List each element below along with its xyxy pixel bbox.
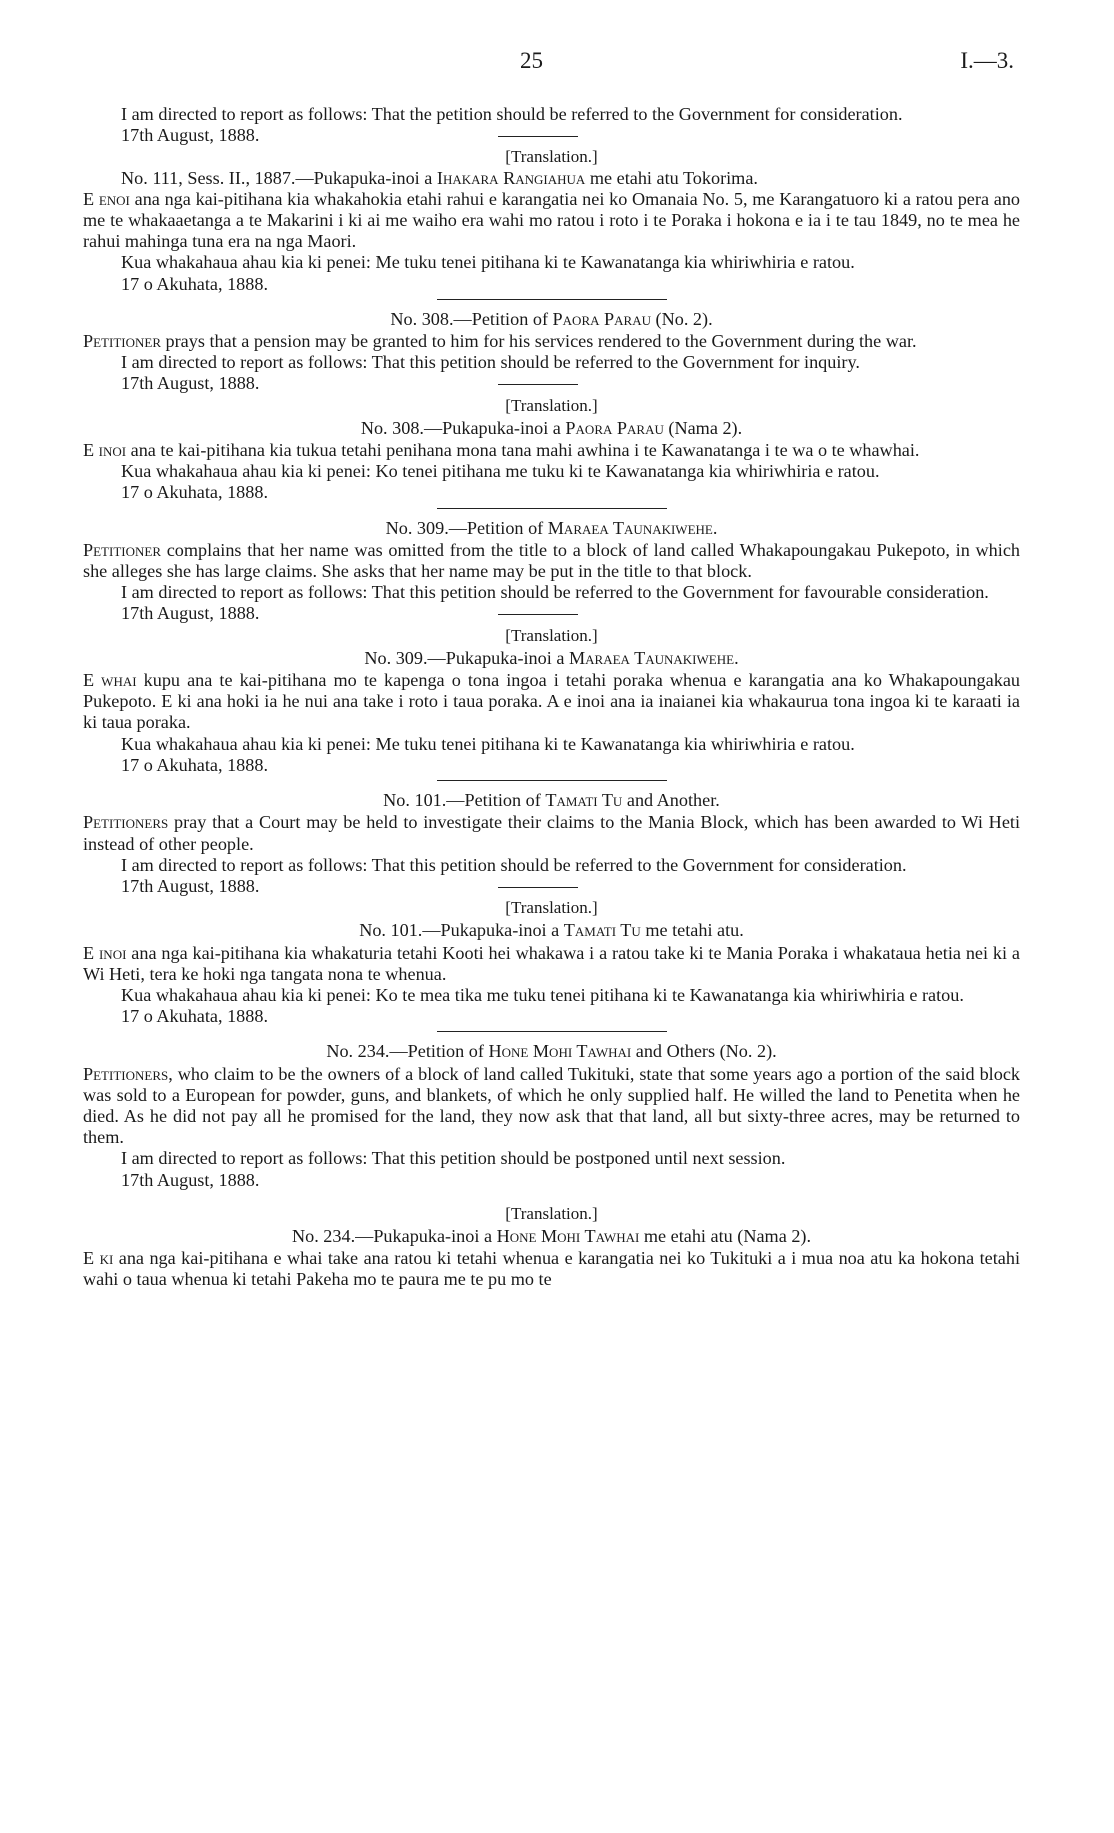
translation-report: Kua whakahaua ahau kia ki penei: Ko tenei pitihana me tuku ki te Kawanatanga kia whiriwhiria e ratou.	[121, 461, 880, 482]
report-paragraph: I am directed to report as follows: That the petition should be referred to the Government for consideration.	[121, 104, 903, 124]
petition-body: Petitioners pray that a Court may be held to investigate their claims to the Mania Block, which has been awarded to Wi Heti instead of other people.	[83, 812, 1020, 854]
document-body	[83, 104, 1020, 1291]
short-rule	[498, 384, 578, 385]
petition-section-309	[83, 518, 1020, 781]
petition-section-101	[83, 790, 1020, 1032]
petitioner-name: Maraea Taunakiwehe	[547, 517, 713, 538]
petition-body: Petitioner complains that her name was omitted from the title to a block of land called Whakapoungakau Pukepoto, in which she alleges she has large claims. She asks that her name may be put in the title to that block.	[83, 539, 1020, 582]
paper-reference: I.—3.	[960, 48, 1014, 73]
translation-date: 17 o Akuhata, 1888.	[121, 754, 269, 775]
petition-heading: No. 101.—Petition of Tamati Tu and Another.	[383, 790, 720, 811]
translation-heading: No. 101.—Pukapuka-inoi a Tamati Tu me tetahi atu.	[359, 920, 744, 941]
petitioner-name: Hone Mohi Tawhai	[488, 1041, 632, 1062]
translation-body: E ki ana nga kai-pitihana e whai take ana ratou ki tetahi whenua e karangatia nei ko Tukituki a i mua noa atu ka hokona tetahi wahi o taua whenua ki tetahi Pakeha mo te paura me te pu mo te	[83, 1248, 1020, 1290]
translation-heading: No. 309.—Pukapuka-inoi a Maraea Taunakiwehe.	[364, 647, 739, 668]
translation-date: 17 o Akuhata, 1888.	[121, 482, 269, 503]
short-rule	[498, 887, 578, 888]
translation-body: E inoi ana te kai-pitihana kia tukua tetahi penihana mona tana mahi awhina i te Kawanatanga i te wa o te whawhai.	[83, 440, 920, 461]
translation-heading: No. 234.—Pukapuka-inoi a Hone Mohi Tawhai me etahi atu (Nama 2).	[291, 1225, 812, 1246]
petitioner-name: Ihakara Rangiahua	[436, 167, 586, 188]
petitioner-name: Paora Parau	[552, 308, 651, 329]
section-divider	[437, 1031, 667, 1032]
report-paragraph: I am directed to report as follows: That this petition should be referred to the Government for consideration.	[121, 854, 907, 875]
report-paragraph: I am directed to report as follows: That this petition should be postponed until next session.	[121, 1148, 786, 1169]
report-paragraph: I am directed to report as follows: That this petition should be referred to the Government for inquiry.	[121, 352, 860, 373]
translation-heading: No. 111, Sess. II., 1887.—Pukapuka-inoi a Ihakara Rangiahua me etahi atu Tokorima.	[121, 167, 758, 188]
page-header	[0, 48, 1114, 78]
translation-report: Kua whakahaua ahau kia ki penei: Me tuku tenei pitihana ki te Kawanatanga kia whiriwhiria e ratou.	[121, 252, 855, 273]
translation-label: [Translation.]	[505, 625, 598, 645]
translation-report: Kua whakahaua ahau kia ki penei: Ko te mea tika me tuku tenei pitihana ki te Kawanatanga kia whiriwhiria e ratou.	[121, 984, 964, 1005]
translation-heading: No. 308.—Pukapuka-inoi a Paora Parau (Nama 2).	[360, 417, 743, 438]
petition-section-111	[83, 104, 1020, 300]
translation-date: 17 o Akuhata, 1888.	[121, 1006, 269, 1027]
section-divider	[437, 299, 667, 300]
petition-heading: No. 309.—Petition of Maraea Taunakiwehe.	[385, 517, 718, 538]
translation-body: E inoi ana nga kai-pitihana kia whakaturia tetahi Kooti hei whakawa i a ratou take ki te Mania Poraka i whakataua hetia nei ki a Wi Heti, tera ke hoki nga tangata nona te whenua.	[83, 942, 1021, 984]
report-date: 17th August, 1888.	[121, 603, 260, 624]
petitioner-name: Tamati Tu	[545, 790, 623, 811]
petition-section-308	[83, 309, 1020, 509]
petitioner-name: Paora Parau	[565, 417, 664, 438]
report-date: 17th August, 1888.	[121, 125, 260, 146]
petition-body: Petitioner prays that a pension may be granted to him for his services rendered to the Government during the war.	[83, 331, 917, 352]
petitioner-name: Maraea Taunakiwehe	[568, 647, 735, 668]
report-date: 17th August, 1888.	[121, 1169, 260, 1190]
page-number: 25	[520, 48, 543, 73]
translation-body: E enoi ana nga kai-pitihana kia whakahokia etahi rahui e karangatia nei ko Omanaia No. 5, me Karangatuoro ki a ratou pera ano me te whakaaetanga a te Makarini i ki ai me waiho era wahi mo ratou i roto i te Poraka i hokona e ia i te tau 1849, no te mea he rahui mahinga tuna era na nga Maori.	[83, 188, 1021, 252]
translation-label: [Translation.]	[505, 395, 598, 415]
translation-label: [Translation.]	[505, 898, 598, 918]
section-divider	[437, 780, 667, 781]
translation-label: [Translation.]	[505, 147, 598, 167]
short-rule	[498, 136, 578, 137]
section-divider	[437, 508, 667, 509]
petitioner-name: Hone Mohi Tawhai	[496, 1225, 640, 1246]
petition-heading: No. 308.—Petition of Paora Parau (No. 2).	[390, 308, 713, 329]
petition-body: Petitioners, who claim to be the owners of a block of land called Tukituki, state that some years ago a portion of the said block was sold to a European for powder, guns, and blankets, of which he only supplied half. He willed the land to Penetita when he died. As he did not pay all he promised for the land, they now ask that that land, all but sixty-three acres, may be returned to them.	[83, 1063, 1020, 1148]
petitioner-name: Tamati Tu	[563, 920, 641, 941]
report-date: 17th August, 1888.	[121, 875, 260, 896]
translation-label: [Translation.]	[505, 1203, 598, 1223]
translation-body: E whai kupu ana te kai-pitihana mo te kapenga o tona ingoa i tetahi poraka whenua e karangatia ana ko Whakapoungakau Pukepoto. E ki ana hoki ia he nui ana take i roto i taua poraka. A e inoi ana ia inaianei kia whakaurua tona ingoa ki te karaati ia ki taua poraka.	[83, 670, 1020, 733]
report-paragraph: I am directed to report as follows: That this petition should be referred to the Government for favourable consideration.	[121, 582, 989, 603]
petition-heading: No. 234.—Petition of Hone Mohi Tawhai and Others (No. 2).	[326, 1041, 777, 1062]
petition-section-234	[83, 1041, 1020, 1290]
short-rule	[498, 614, 578, 615]
translation-report: Kua whakahaua ahau kia ki penei: Me tuku tenei pitihana ki te Kawanatanga kia whiriwhiria e ratou.	[121, 733, 855, 754]
report-date: 17th August, 1888.	[121, 373, 260, 394]
translation-date: 17 o Akuhata, 1888.	[121, 273, 269, 294]
